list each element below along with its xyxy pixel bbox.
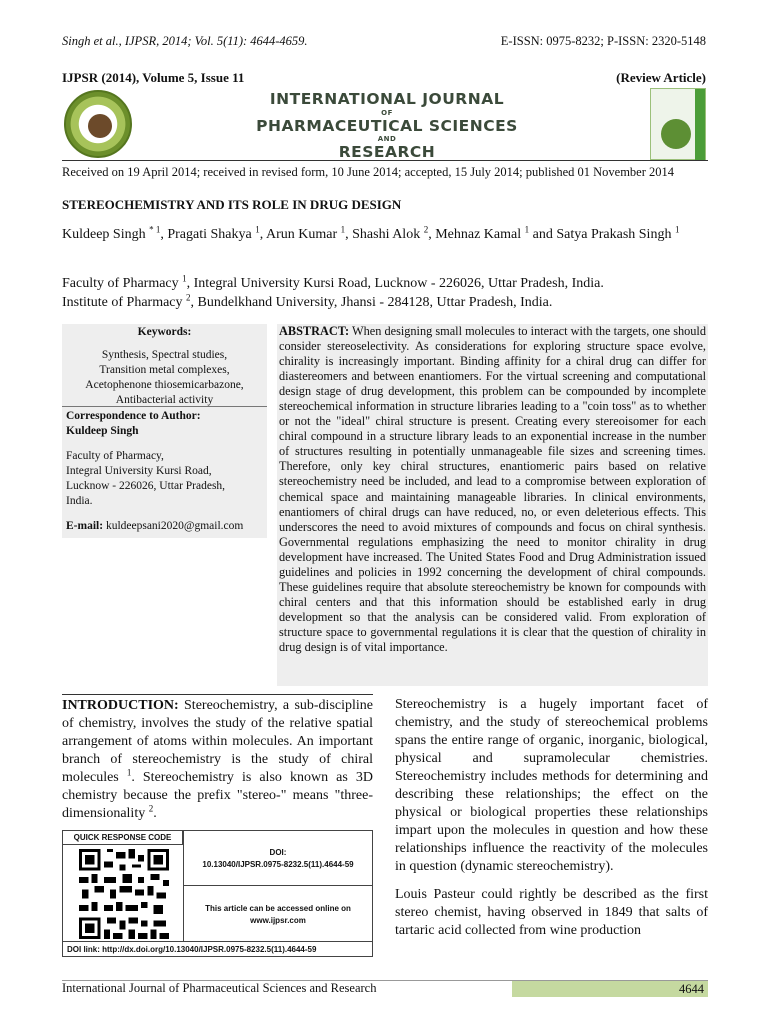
journal-website-link[interactable]: www.ijpsr.com [250,916,306,925]
correspondence-heading: Correspondence to Author: [66,410,201,422]
address-line: India. [66,495,93,507]
abstract-text: When designing small molecules to interact with the targets, one should consider stereoselectivity. As considerations for exploring structure space evolve, chirality is increasingly important. Binding affinity for a chiral drug can differ for diastereomers and between enantiomers. For the virtual screening and computational design stage of drug development, this problem can be compounded by incomplete stereochemical information in structure libraries leading to a "coin toss" as to whether or not the "ideal" chiral structure is present. Creating every stereoisomer for each chiral compound in a structure library leads to an exponential increase in the number of structures resulting in potentially unmanageable file sizes and screening times. Therefore, only key chiral structures, enantiomeric pairs based on relative stereochemistry need be included, and lead to a compromise between exploration of chemical space and maintaining manageable libraries. In clinical environments, enantiomers of chiral drugs can have reduced, no, or even deleterious effects. This underscores the need to avoid mixtures of compounds and focus on chiral synthesis. Governmental regulations emphasizing the need to monitor chirality in drug development have increased. The United States Food and Drug Administration issued guidelines and policies in 1992 concerning the development of chiral compounds. These guidelines require that absolute stereochemistry be known for compounds with chiral centers and that this information should be established early in drug development so that the analysis can be considered valid. From exploration of structure space to governmental regulations it is clear that the question of chirality in drug design is of vital importance. [279,324,706,654]
email-link[interactable]: kuldeepsani2020@gmail.com [105,520,244,532]
address-line: Integral University Kursi Road, [66,465,212,477]
introduction-column: INTRODUCTION: Stereochemistry, a sub-discipline of chemistry, involves the study of the relative spatial arrangement of atoms within molecules. An important branch of stereochemistry is the study of chiral molecules $^1$. Stereochemistry is also known as 3D chemistry because the prefix "stereo-" means "three-dimensionality $^2$. [62,694,373,823]
doi-cell: DOI: 10.13040/IJPSR.0975-8232.5(11).4644-59 [184,831,372,886]
affiliations [62,274,708,312]
qr-info-box [62,830,373,957]
introduction-label: INTRODUCTION: [62,698,179,713]
keywords-heading: Keywords: [137,326,192,338]
qr-label: QUICK RESPONSE CODE [63,831,183,845]
correspondence-block [62,407,267,536]
page-number: 4644 [512,981,708,997]
abstract-label: ABSTRACT: [279,324,350,338]
affiliation-2: Institute of Pharmacy $^2$, Bundelkhand University, Jhansi - 284128, Uttar Pradesh, India. [62,292,553,310]
article-type: (Review Article) [616,70,706,85]
keyword-item: Transition metal complexes, [99,364,230,376]
article-title: STEREOCHEMISTRY AND ITS ROLE IN DRUG DESIGN [62,197,402,212]
keyword-item: Acetophenone thiosemicarbazone, [85,379,244,391]
issue: IJPSR (2014), Volume 5, Issue 11 [62,70,245,85]
abstract [277,324,708,686]
author-list: Kuldeep Singh $^{* 1}$, Pragati Shakya $^1$, Arun Kumar $^1$, Shashi Alok $^2$, Mehnaz Kamal $^1$ and Satya Prakash Singh $^1$ [62,224,680,242]
issue-line [62,70,706,86]
doi-value: 10.13040/IJPSR.0975-8232.5(11).4644-59 [202,860,354,869]
journal-cover-icon [650,88,706,160]
right-column [395,694,708,940]
correspondence-name: Kuldeep Singh [66,425,139,437]
running-header [62,34,706,50]
affiliation-1: Faculty of Pharmacy $^1$, Integral University Kursi Road, Lucknow - 226026, Uttar Pradesh, India. [62,273,604,291]
received-dates: Received on 19 April 2014; received in revised form, 10 June 2014; accepted, 15 July 2014; published 01 November 2014 [62,160,708,180]
footer-journal: International Journal of Pharmaceutical Sciences and Research [62,981,377,995]
journal-banner [62,88,708,160]
keywords-list [66,348,263,408]
address-line: Lucknow - 226026, Uttar Pradesh, [66,480,226,492]
citation: Singh et al., IJPSR, 2014; Vol. 5(11): 4644-4659. [62,34,308,48]
keywords-block [62,324,267,407]
keyword-item: Antibacterial activity [115,394,214,406]
address-line: Faculty of Pharmacy, [66,450,164,462]
article-info-sidebar [62,324,267,538]
qr-code-icon[interactable] [77,849,171,939]
access-cell: This article can be accessed online on www.ijpsr.com [184,887,372,941]
keyword-item: Synthesis, Spectral studies, [101,349,228,361]
paragraph: Louis Pasteur could rightly be described as the first stereo chemist, having observed in 1849 that salts of tartaric acid collected from wine production [395,887,708,938]
paragraph: Stereochemistry is a hugely important facet of chemistry, and the study of stereochemical problems spans the entire range of organic, inorganic, biological, physical and supramolecular chemistries. Stereochemistry includes methods for determining and describing these relationships; the effect on the physical or biological properties these relationships impart upon the molecules in question and how these relationships influence the reactivity of the molecules in question (dynamic stereochemistry). [395,697,708,874]
journal-name: INTERNATIONAL JOURNAL OF PHARMACEUTICAL SCIENCES AND RESEARCH [256,90,518,161]
email-line: E-mail: kuldeepsani2020@gmail.com [66,520,244,532]
journal-seal-icon [64,90,132,158]
doi-link[interactable]: DOI link: http://dx.doi.org/10.13040/IJPSR.0975-8232.5(11).4644-59 [63,941,372,957]
issn: E-ISSN: 0975-8232; P-ISSN: 2320-5148 [500,34,706,48]
